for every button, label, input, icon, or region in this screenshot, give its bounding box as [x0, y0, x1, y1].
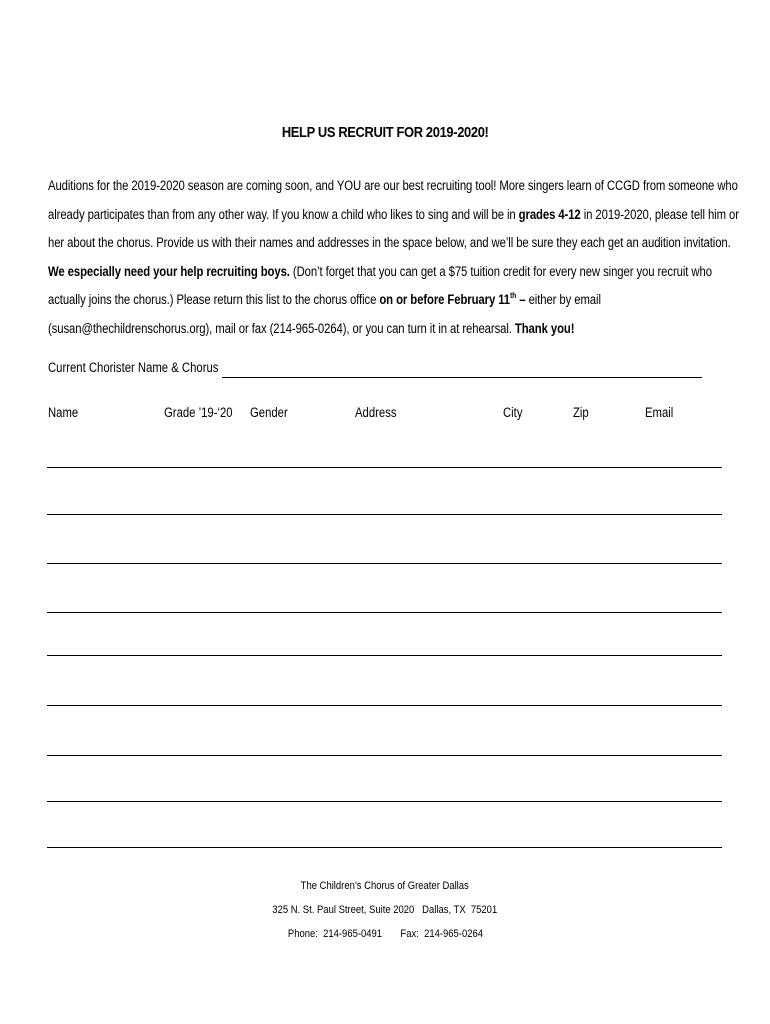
- footer-address: [0, 904, 770, 916]
- entry-row-line[interactable]: [47, 612, 722, 613]
- chorister-name-label: Current Chorister Name & Chorus: [48, 360, 219, 375]
- column-header-email: Email: [645, 405, 674, 420]
- footer-address-text: 325 N. St. Paul Street, Suite 2020 Dallas, TX 75201: [272, 904, 498, 916]
- entry-row-line[interactable]: [47, 847, 722, 848]
- paragraph-line-5-end: either by email: [525, 292, 601, 308]
- paragraph-line-4: [48, 258, 716, 287]
- page-title: [0, 124, 770, 141]
- column-header-address: Address: [355, 405, 397, 420]
- deadline-emphasis: on or before February 11: [379, 292, 511, 308]
- thank-you-emphasis: Thank you!: [514, 320, 575, 336]
- footer-contact: [0, 928, 770, 940]
- paragraph-line-6-text: (susan@thechildrenschorus.org), mail or fax (214-965-0264), or you can turn it in at rehearsal.: [48, 320, 515, 336]
- column-header-gender: Gender: [250, 405, 288, 420]
- footer-contact-text: Phone: 214-965-0491 Fax: 214-965-0264: [287, 928, 483, 940]
- grades-emphasis: grades 4-12: [518, 206, 581, 222]
- entry-row-line[interactable]: [47, 563, 722, 564]
- page-title-text: HELP US RECRUIT FOR 2019-2020!: [281, 124, 489, 141]
- footer-org-text: The Children’s Chorus of Greater Dallas: [300, 880, 470, 892]
- paragraph-line-3-text: her about the chorus. Provide us with their names and addresses in the space below, and we’ll be sure they each get an audition invitation.: [48, 235, 731, 251]
- entry-row-line[interactable]: [47, 467, 722, 468]
- intro-paragraph: [48, 172, 739, 344]
- column-header-grade: Grade ’19-‘20: [164, 405, 233, 420]
- paragraph-line-4-text: (Don’t forget that you can get a $75 tuition credit for every new singer you recruit who: [289, 263, 712, 279]
- paragraph-line-2-text: already participates than from any other way. If you know a child who likes to sing and will be in: [48, 206, 519, 222]
- entry-row-line[interactable]: [47, 755, 722, 756]
- entry-row-line[interactable]: [47, 801, 722, 802]
- column-header-name: Name: [48, 405, 79, 420]
- paragraph-line-2: [48, 201, 739, 230]
- footer-org-name: [0, 880, 770, 892]
- chorister-name-field[interactable]: [222, 377, 702, 378]
- paragraph-line-3: [48, 229, 731, 258]
- paragraph-line-5: [48, 286, 716, 315]
- paragraph-line-2-end: in 2019-2020, please tell him or: [580, 206, 739, 222]
- column-header-city: City: [503, 405, 523, 420]
- column-header-zip: Zip: [573, 405, 589, 420]
- paragraph-line-1-text: Auditions for the 2019-2020 season are coming soon, and YOU are our best recruiting tool! More singers learn of CCGD from someone who: [48, 178, 738, 193]
- paragraph-line-1: [48, 172, 738, 201]
- boys-emphasis: We especially need your help recruiting boys.: [48, 263, 290, 279]
- entry-row-line[interactable]: [47, 705, 722, 706]
- entry-row-line[interactable]: [47, 514, 722, 515]
- entry-row-line[interactable]: [47, 655, 722, 656]
- paragraph-line-6: [48, 315, 716, 344]
- deadline-dash: –: [516, 292, 526, 308]
- deadline-superscript: th: [510, 291, 517, 301]
- paragraph-line-5-text: actually joins the chorus.) Please return this list to the chorus office: [48, 292, 380, 308]
